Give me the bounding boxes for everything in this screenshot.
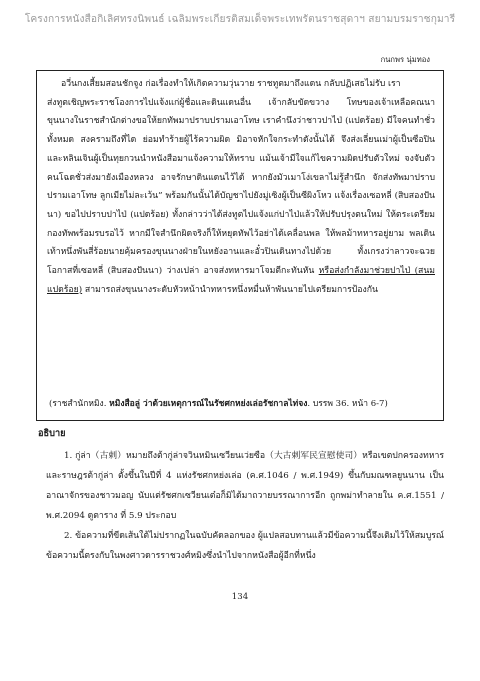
quote-box xyxy=(36,70,444,421)
note-item: 1. กู่ล่า（古剌）หมายถึงต้ากู่ล่าจวินหมินเซวียนเว่ยซือ（大古剌军民宣慰使司）หรือเขตปกครองทหารและราษฎรต้ากู่ล่า ตั้งขึ้นในปีที่ 4 แห่งรัชศกหย่งเล่อ (ค.ศ.1046 / พ.ศ.1949) ขึ้นกับมณฑลยูนนาน เป็นอาณาจักรของชาวมอญ นับแต่รัชศกเซวียนเต๋อก็มิได้มาถวายบรรณาการอีก ถูกพม่าทำลายใน ค.ศ.1551 / พ.ศ.2094 ดูตาราง ที่ 5.9 ประกอบ xyxy=(46,451,444,521)
source-prefix: (ราชสำนักหมิง. xyxy=(49,399,110,409)
quote-text xyxy=(47,75,435,299)
page-number: 134 xyxy=(231,592,249,602)
note-item: 2. ข้อความที่ขีดเส้นใต้ไม่ปรากฏในฉบับคัดลอกของ ผู้แปลสอบทานแล้วมีข้อความนี้จึงเติมไว้ให้สมบูรณ์ ข้อความนี้ตรงกับในพงศาวดารราชวงศ์หมิงซึ่งนำไปจากหนังสือผู้อีกที่หนึ่ง xyxy=(46,531,444,561)
quote-source xyxy=(49,395,437,413)
quote-first-line: อวี่นกงเสี้ยมสอนชักจูง ก่อเรื่องทำให้เกิดความวุ่นวาย ราชทูตมาถึงแดน กลับปฏิเสธไม่รับ เรา xyxy=(61,79,401,89)
source-suffix: . บรรพ 36. หน้า 6-7) xyxy=(307,399,388,409)
quote-end-text: สามารถส่งขุนนางระดับหัวหน้านำทหารหนึ่งหมื่นห้าพันนายไปเตรียมการป้องกัน xyxy=(82,284,378,295)
running-header: โครงการหนังสือกิเลิศทรงนิพนธ์ เฉลิมพระเกียรติสมเด็จพระเทพรัตนราชสุดาฯ สยามบรมราชกุมารี xyxy=(24,14,456,25)
notes-list xyxy=(46,446,444,566)
author-name: กนกพร นุ่มทอง xyxy=(380,55,430,64)
quote-underlined-text: หรือส่งกำลังมาช่วยปาไป่ (สนมแปดร้อย) xyxy=(47,266,435,295)
quote-main-text: ส่งทูตเชิญพระราชโองการไปแจ้งแก่ผู้ชื่อและดินแดนอื่น เจ้ากลับขัดขวาง โทษของเจ้าเหลือคณนา ขุนนางในราชสำนักต่างขอให้ยกทัพมาปราบปรามเอาโทษ เราคำนึงว่าชาวปาไป่ (แปดร้อย) มีใจคนทำชั่วทั้งหมด สงครามถึงที่ได ย่อมทำร้ายผู้ไร้ความผิด มิอาจหักใจกระทำดังนั้นได้ จึงส่งเลี่ยนเม่าผู้เป็นซือปินและหลินเจินผู้เป็นทุยกวนนำหนังสือมาแจ้งความให้ทราบ แม้นเจ้ามีใจแก้ไขความผิดปรับตัวใหม่ จงจับตัวคนโฉดชั่วส่งมายังเมืองหลวง อาจรักษาดินแดนไว้ได้ หากยังมัวเมาโง่เขลาไม่รู้สำนึก จักส่งทัพมาปราบปรามเอาโทษ ลูกเมียไม่ละเว้น” พร้อมกันนั้นได้บัญชาไปยังมู่เซิงผู้เป็นซีผิงโหว แจ้งเรื่องเซอหลี่ (สิบสองปันนา) ขอไปปราบปาไป่ (แปดร้อย) ทั้งกล่าวว่าได้ส่งทูตไปแจ้งแก่ปาไป่แล้วให้ปรับปรุงตนใหม่ ให้ตระเตรียมกองทัพพร้อมรบรอไว้ หากมีใจสำนึกผิดจริงก็ให้หยุดทัพไว้อย่าได้เคลื่อนพล ให้พลม้าทหารอยู่ยาม พลเดินเท้าหนึ่งพันสี่ร้อยนายคุ้มครองขุนนางฝ่ายในหยังอานและอั๋วปินเดินทางไปด้วย ทั้งเกรงว่าลาวจะฉวยโอกาสที่เซอหลี่ (สิบสองปันนา) ว่างเปล่า อาจส่งทหารมาโจมตีกะทันหัน xyxy=(47,97,435,277)
source-title: หมิงสือลู่ ว่าด้วยเหตุการณ์ในรัชศกหย่งเล่อรัชกาลไท่จง xyxy=(109,399,308,409)
section-heading: อธิบาย xyxy=(38,428,66,439)
